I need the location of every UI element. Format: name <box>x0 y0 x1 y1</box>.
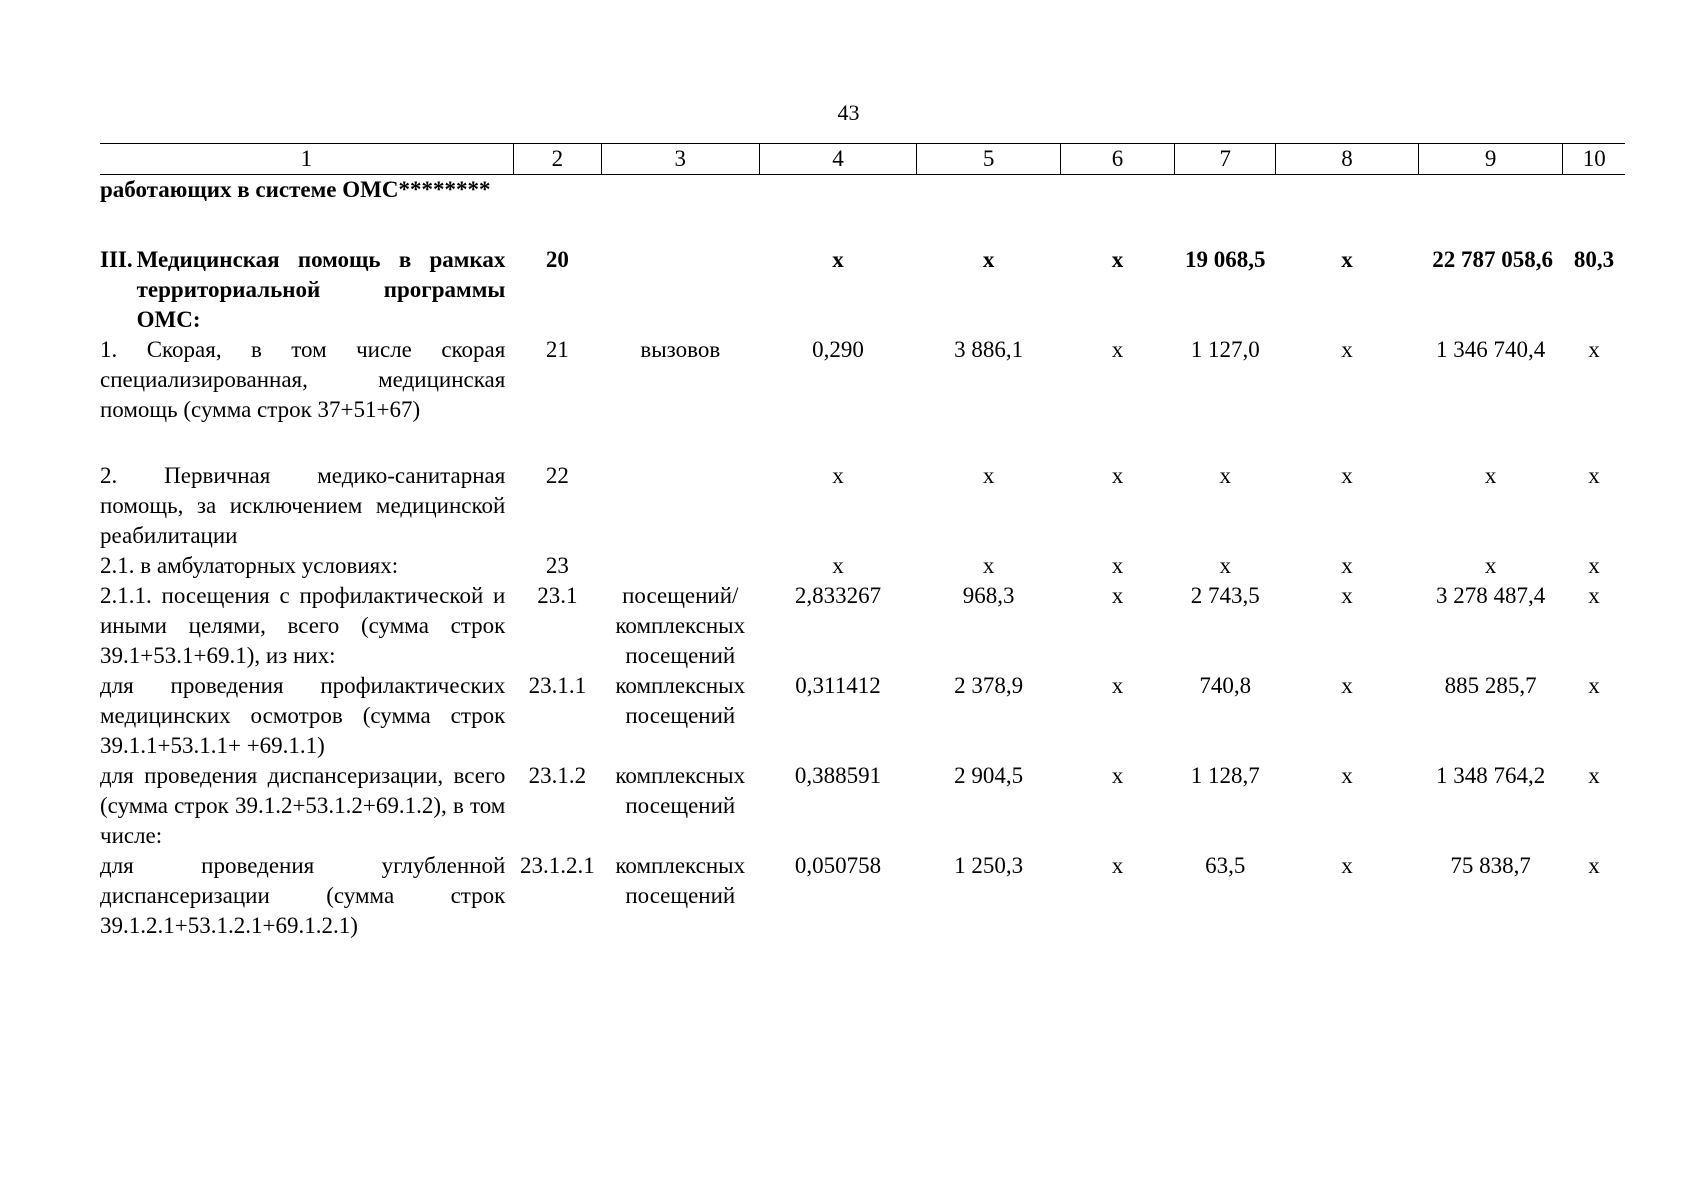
row-col8: х <box>1341 853 1353 878</box>
row-name: 2. Первичная медико-санитарная помощь, за исключением медицинской реабилитации <box>100 463 506 548</box>
header-col-2: 2 <box>513 144 601 175</box>
row-col4: х <box>832 553 844 578</box>
spacer-row <box>100 425 1625 461</box>
row-col10: 80,3 <box>1573 247 1615 272</box>
row-col8: х <box>1341 763 1353 788</box>
row-col9: 1 348 764,2 <box>1435 763 1546 788</box>
row-col9: 22 787 058,6 <box>1432 247 1553 272</box>
row-name: для проведения углубленной диспансеризации (сумма строк 39.1.2.1+53.1.2.1+69.1.2.1) <box>100 853 506 938</box>
row-col4: 2,833267 <box>794 583 882 608</box>
header-col-10: 10 <box>1563 144 1625 175</box>
row-col9: х <box>1484 553 1497 578</box>
row-col7: 2 743,5 <box>1190 583 1260 608</box>
table-row <box>100 551 1625 581</box>
row-code: 23 <box>545 553 569 578</box>
row-col10: х <box>1588 853 1600 878</box>
table-row <box>100 245 1625 335</box>
row-col10: х <box>1588 553 1600 578</box>
row-col4: 0,311412 <box>795 673 881 698</box>
table-row <box>100 581 1625 671</box>
row-col4: 0,290 <box>812 337 864 362</box>
row-col7: 1 128,7 <box>1190 763 1260 788</box>
row-col6: х <box>1111 673 1124 698</box>
row-unit: комплексных посещений <box>615 853 746 908</box>
row-col8: х <box>1341 247 1353 272</box>
row-code: 23.1.1 <box>528 673 587 698</box>
row-name: 2.1.1. посещения с профилактической и иными целями, всего (сумма строк 39.1+53.1+69.1), из них: <box>100 583 506 668</box>
row-unit <box>601 461 759 551</box>
header-col-1: 1 <box>100 144 513 175</box>
row-col7: х <box>1219 463 1231 488</box>
row-col10: х <box>1588 583 1600 608</box>
row-col9: 1 346 740,4 <box>1435 337 1546 362</box>
row-col10 <box>1563 175 1625 206</box>
row-code: 23.1 <box>537 583 578 608</box>
row-name: Медицинская помощь в рамках территориальной программы ОМС: <box>136 247 506 332</box>
row-code <box>513 175 601 206</box>
row-name-cell <box>100 245 513 335</box>
row-col6: х <box>1111 763 1124 788</box>
row-name: 1. Скорая, в том числе скорая специализированная, медицинская помощь (сумма строк 37+51+67) <box>100 337 506 422</box>
row-col6: х <box>1111 247 1124 272</box>
row-col4: х <box>832 463 844 488</box>
header-col-3: 3 <box>601 144 759 175</box>
row-col9: х <box>1484 463 1497 488</box>
row-col5: 2 378,9 <box>954 673 1024 698</box>
row-col5: 2 904,5 <box>954 763 1024 788</box>
header-col-7: 7 <box>1175 144 1276 175</box>
row-col8 <box>1276 175 1418 206</box>
row-code: 23.1.2 <box>528 763 587 788</box>
row-col10: х <box>1588 463 1600 488</box>
row-col4: х <box>832 247 844 272</box>
row-col7 <box>1175 175 1276 206</box>
row-col5: 3 886,1 <box>954 337 1024 362</box>
table-row <box>100 175 1625 206</box>
row-col9 <box>1418 175 1563 206</box>
spacer-row <box>100 205 1625 245</box>
row-col5: х <box>982 247 995 272</box>
row-code: 23.1.2.1 <box>520 853 595 878</box>
row-col7: 1 127,0 <box>1190 337 1260 362</box>
header-row <box>100 144 1625 175</box>
table-row <box>100 671 1625 761</box>
header-col-9: 9 <box>1418 144 1563 175</box>
data-table <box>100 143 1625 941</box>
row-name: для проведения диспансеризации, всего (сумма строк 39.1.2+53.1.2+69.1.2), в том числе: <box>100 763 506 848</box>
row-col10: х <box>1588 337 1600 362</box>
table-row <box>100 761 1625 851</box>
row-col4: 0,388591 <box>794 763 882 788</box>
row-unit: вызовов <box>640 337 721 362</box>
row-col7: 740,8 <box>1199 673 1252 698</box>
row-col7: х <box>1219 553 1231 578</box>
row-col8: х <box>1341 337 1353 362</box>
row-col6: х <box>1111 853 1124 878</box>
row-col6: х <box>1111 553 1124 578</box>
row-unit <box>601 551 759 581</box>
row-col10: х <box>1588 763 1600 788</box>
row-col6 <box>1060 175 1174 206</box>
row-col7: 19 068,5 <box>1184 247 1266 272</box>
row-unit: комплексных посещений <box>615 763 746 818</box>
row-col7: 63,5 <box>1205 853 1246 878</box>
header-col-8: 8 <box>1276 144 1418 175</box>
row-unit: комплексных посещений <box>615 673 746 728</box>
page-number: 43 <box>837 100 860 125</box>
header-col-6: 6 <box>1060 144 1174 175</box>
row-col5 <box>917 175 1061 206</box>
row-code: 21 <box>545 337 569 362</box>
row-unit <box>601 245 759 335</box>
row-name: для проведения профилактических медицинских осмотров (сумма строк 39.1.1+53.1.1+ +69.1.1) <box>100 673 506 758</box>
row-col5: х <box>982 553 995 578</box>
row-col5: 968,3 <box>962 583 1015 608</box>
header-col-5: 5 <box>917 144 1061 175</box>
row-col4: 0,050758 <box>794 853 882 878</box>
row-col5: х <box>982 463 995 488</box>
row-name: 2.1. в амбулаторных условиях: <box>100 553 399 578</box>
table-row <box>100 851 1625 941</box>
row-col4 <box>759 175 917 206</box>
row-col8: х <box>1341 673 1353 698</box>
table-header <box>100 144 1625 175</box>
row-col6: х <box>1111 337 1124 362</box>
row-col10: х <box>1588 673 1600 698</box>
row-code: 22 <box>545 463 569 488</box>
header-col-4: 4 <box>759 144 917 175</box>
table-row <box>100 461 1625 551</box>
row-col8: х <box>1341 463 1353 488</box>
row-name: работающих в системе ОМС******** <box>100 177 491 202</box>
section-number: III. <box>100 247 133 272</box>
row-unit: посещений/ комплексных посещений <box>615 583 746 668</box>
row-col9: 885 285,7 <box>1444 673 1537 698</box>
row-unit <box>601 175 759 206</box>
row-col9: 75 838,7 <box>1450 853 1531 878</box>
row-col8: х <box>1341 553 1353 578</box>
row-col6: х <box>1111 583 1124 608</box>
row-col8: х <box>1341 583 1353 608</box>
table-row <box>100 335 1625 425</box>
row-code: 20 <box>545 247 569 272</box>
row-col5: 1 250,3 <box>954 853 1024 878</box>
row-col6: х <box>1111 463 1124 488</box>
row-col9: 3 278 487,4 <box>1435 583 1546 608</box>
